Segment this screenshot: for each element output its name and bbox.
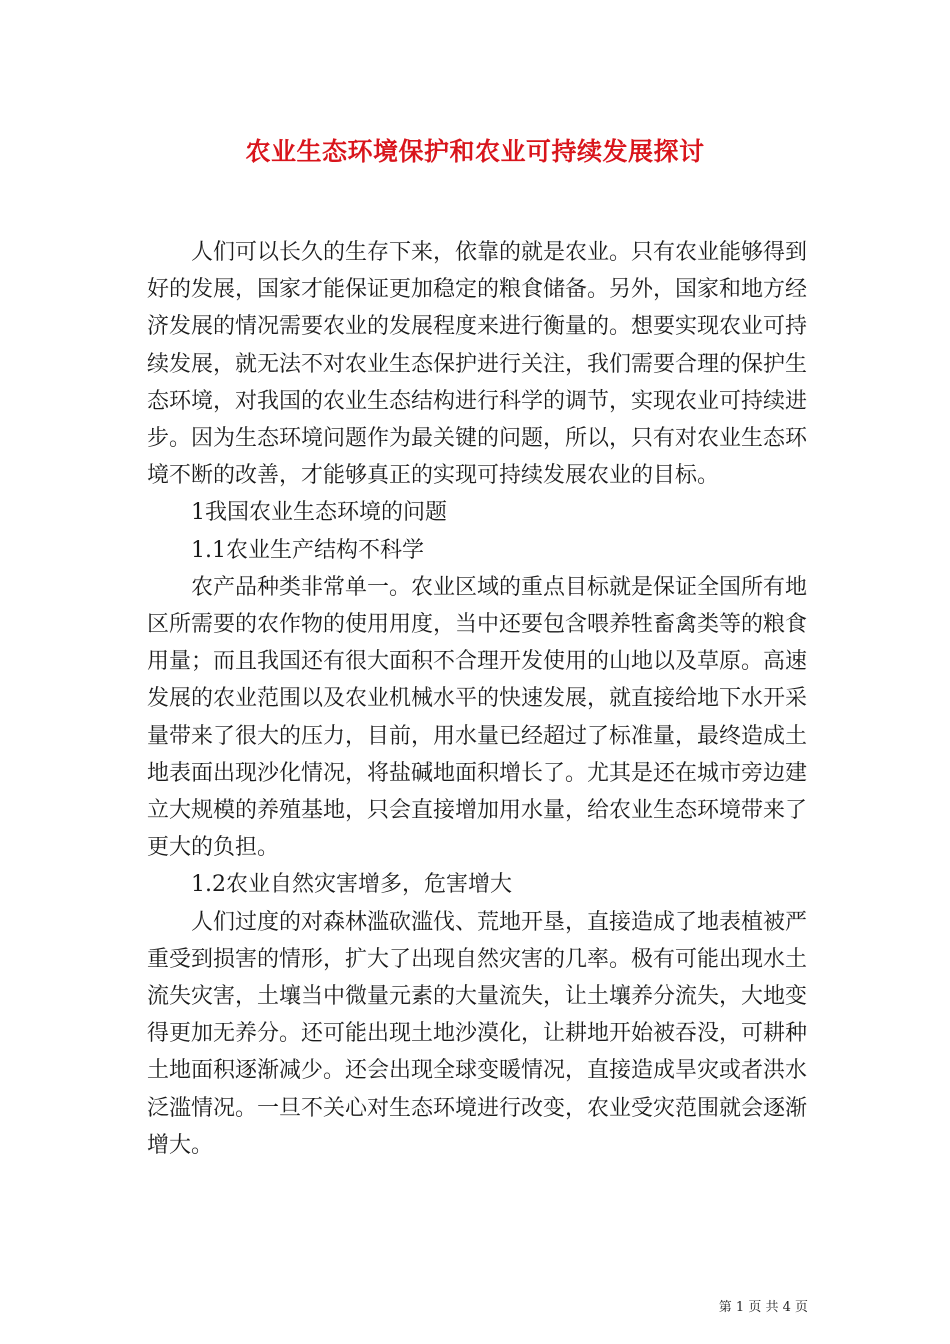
subsection-heading-1-1: 1.1农业生产结构不科学 bbox=[191, 537, 424, 563]
page-number-footer: 第 1 页 共 4 页 bbox=[718, 1300, 808, 1315]
document-body bbox=[147, 234, 807, 1164]
subsection-heading-1-2: 1.2农业自然灾害增多，危害增大 bbox=[191, 872, 512, 898]
paragraph-1-2: 人们过度的对森林滥砍滥伐、荒地开垦，直接造成了地表植被严重受到损害的情形，扩大了出现自然灾害的几率。极有可能出现水土流失灾害，土壤当中微量元素的大量流失，让土壤养分流失，大地变得更加无养分。还可能出现土地沙漠化，让耕地开始被吞没，可耕种土地面积逐渐减少。还会出现全球变暖情况，直接造成旱灾或者洪水泛滥情况。一旦不关心对生态环境进行改变，农业受灾范围就会逐渐增大。 bbox=[147, 909, 808, 1158]
section-heading-1: 1我国农业生态环境的问题 bbox=[191, 500, 447, 526]
paragraph-intro: 人们可以长久的生存下来，依靠的就是农业。只有农业能够得到好的发展，国家才能保证更加稳定的粮食储备。另外，国家和地方经济发展的情况需要农业的发展程度来进行衡量的。想要实现农业可持续发展，就无法不对农业生态保护进行关注，我们需要合理的保护生态环境，对我国的农业生态结构进行科学的调节，实现农业可持续进步。因为生态环境问题作为最关键的问题，所以，只有对农业生态环境不断的改善，才能够真正的实现可持续发展农业的目标。 bbox=[147, 240, 808, 489]
paragraph-1-1: 农产品种类非常单一。农业区域的重点目标就是保证全国所有地区所需要的农作物的使用用度，当中还要包含喂养牲畜禽类等的粮食用量；而且我国还有很大面积不合理开发使用的山地以及草原。高速发展的农业范围以及农业机械水平的快速发展，就直接给地下水开采量带来了很大的压力，目前，用水量已经超过了标准量，最终造成土地表面出现沙化情况，将盐碱地面积增长了。尤其是还在城市旁边建立大规模的养殖基地，只会直接增加用水量，给农业生态环境带来了更大的负担。 bbox=[147, 574, 808, 861]
document-title: 农业生态环境保护和农业可持续发展探讨 bbox=[245, 137, 705, 166]
